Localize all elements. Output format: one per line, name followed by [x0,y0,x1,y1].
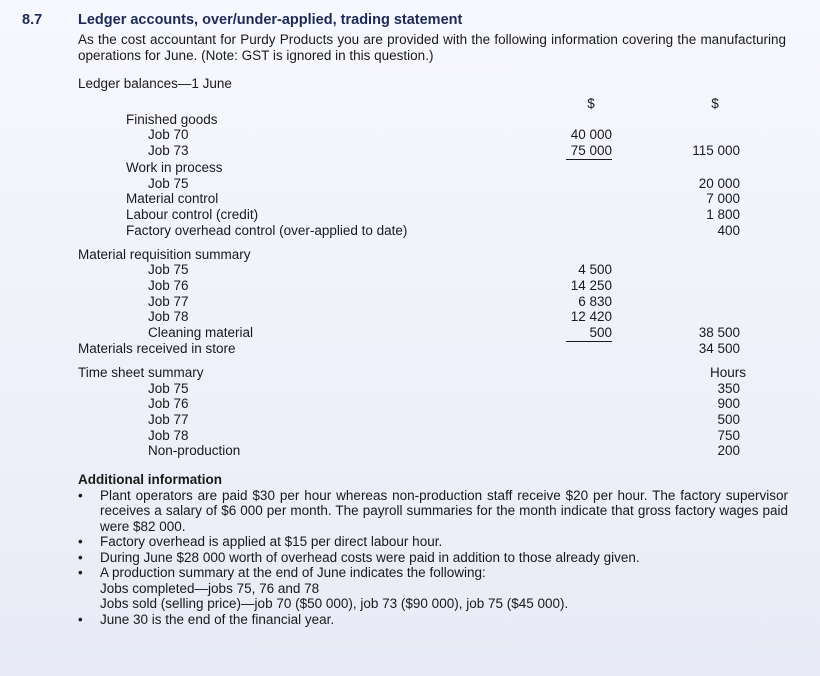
labour-control-value: 1 800 [706,207,740,222]
material-row-value: 14 250 [570,278,612,293]
material-row-value: 12 420 [570,309,612,324]
bullet-item [78,488,788,535]
material-control-label: Material control [126,191,219,206]
timesheet-row-label: Job 75 [148,381,189,396]
timesheet-row-label: Non-production [148,443,241,458]
bullet-text: A production summary at the end of June indicates the following: [100,565,486,580]
timesheet-row-label: Job 77 [148,412,189,427]
timesheet-row-value: 750 [717,428,740,443]
foh-control-value: 400 [717,223,740,238]
question-intro: As the cost accountant for Purdy Products you are provided with the following information covering the manufacturing operations for June. (Note: GST is ignored in this question.) [78,32,786,63]
bullet-icon: • [78,487,83,503]
bullet-text: During June $28 000 worth of overhead costs were paid in addition to those already given. [100,549,640,565]
question-title: Ledger accounts, over/under-applied, trading statement [78,12,463,28]
col2-header: $ [711,96,719,111]
bullet-icon: • [78,534,83,549]
timesheet-row-value: 500 [717,412,740,427]
bullet-item [78,565,788,612]
finished-goods-total: 115 000 [692,143,740,158]
material-total: 38 500 [698,325,740,340]
bullet-item [78,534,788,550]
materials-received-value: 34 500 [698,341,740,356]
material-row-value: 4 500 [578,262,612,277]
foh-control-label: Factory overhead control (over-applied to date) [126,223,408,238]
labour-control-label: Labour control (credit) [126,207,259,222]
material-row-label: Job 76 [148,278,189,293]
material-row-label: Job 78 [148,309,189,324]
bullet-item [78,550,788,566]
additional-info [78,472,788,627]
finished-goods-label: Finished goods [126,112,218,127]
bullet-text: Factory overhead is applied at $15 per direct labour hour. [100,534,443,549]
bullet-icon: • [78,565,83,580]
timesheet-row-value: 900 [717,396,740,411]
job75-wip-label: Job 75 [148,176,189,191]
material-row-value: 500 [566,325,612,342]
bullet-subline: Jobs completed—jobs 75, 76 and 78 [100,580,320,596]
job75-wip-value: 20 000 [698,176,740,191]
bullet-item [78,612,788,628]
bullet-icon: • [78,611,83,627]
job70-value: 40 000 [570,127,612,142]
job73-value: 75 000 [566,143,612,160]
ledger-heading: Ledger balances—1 June [78,76,232,91]
hours-header: Hours [709,365,746,380]
bullet-icon: • [78,549,83,565]
material-row-value: 6 830 [578,294,612,309]
bullet-text: Plant operators are paid $30 per hour whereas non-production staff receive $20 per hour. The factory supervisor receives a salary of $6 000 per month. The payroll summaries for the month indicate that gross factory wages paid were $82 000. [100,487,788,534]
job73-label: Job 73 [148,143,189,158]
timesheet-row-value: 350 [717,381,740,396]
material-control-value: 7 000 [706,191,740,206]
wip-label: Work in process [126,160,223,175]
question-number: 8.7 [22,12,43,28]
material-heading: Material requisition summary [78,247,251,262]
material-row-label: Cleaning material [148,325,254,340]
timesheet-row-value: 200 [717,443,740,458]
additional-heading: Additional information [78,472,222,487]
materials-received-label: Materials received in store [78,341,236,356]
bullet-subline: Jobs sold (selling price)—job 70 ($50 000), job 73 ($90 000), job 75 ($45 000). [100,596,569,611]
material-row-label: Job 77 [148,294,189,309]
bullet-text: June 30 is the end of the financial year. [100,611,335,627]
timesheet-row-label: Job 76 [148,396,189,411]
timesheet-row-label: Job 78 [148,428,189,443]
material-row-label: Job 75 [148,262,189,277]
timesheet-heading: Time sheet summary [78,365,204,380]
col1-header: $ [587,96,595,111]
job70-label: Job 70 [148,127,189,142]
